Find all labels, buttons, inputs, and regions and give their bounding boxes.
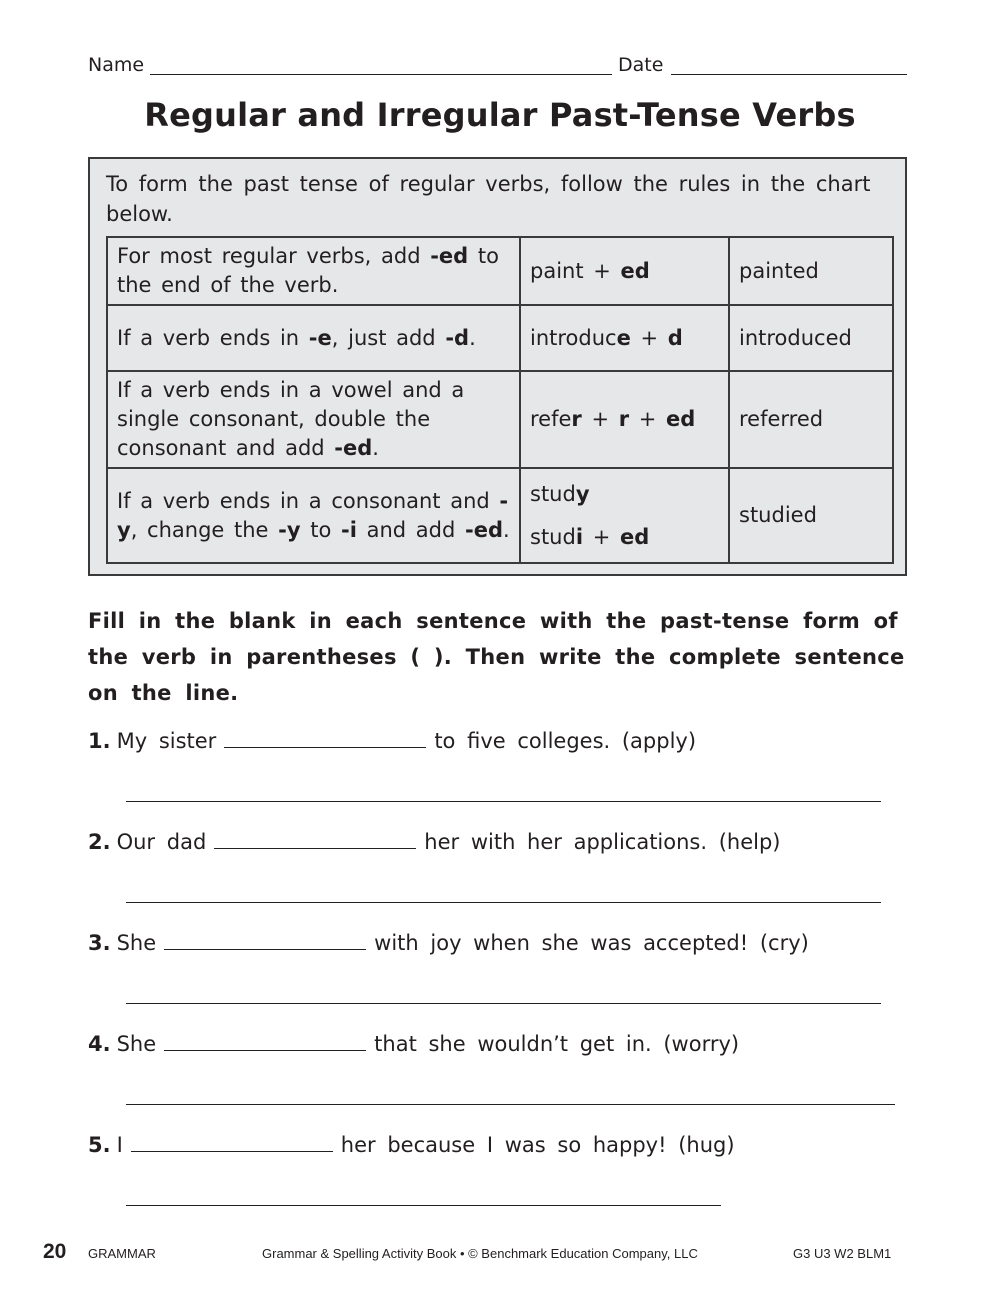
- example-cell: [520, 305, 729, 371]
- name-field[interactable]: [150, 74, 612, 75]
- example-text: d: [667, 325, 683, 350]
- question-1: [88, 729, 696, 753]
- example-cell: [520, 468, 729, 563]
- rule-cell: [107, 468, 520, 563]
- result-cell: referred: [729, 371, 893, 468]
- example-text: y: [575, 481, 590, 506]
- table-row: [107, 305, 893, 371]
- table-row: [107, 237, 893, 305]
- rule-text: -ed: [334, 436, 373, 460]
- rule-text: If a verb ends in a vowel and a single consonant, double the consonant and add: [117, 378, 465, 460]
- rules-table: [106, 236, 894, 564]
- rule-cell: [107, 237, 520, 305]
- example-text: r: [571, 407, 582, 431]
- name-label: Name: [88, 54, 145, 76]
- rule-text: -i: [341, 517, 357, 542]
- result-cell: studied: [729, 468, 893, 563]
- question-2: [88, 830, 781, 854]
- answer-line[interactable]: [126, 1205, 721, 1206]
- example-text: ed: [619, 524, 650, 549]
- rule-text: -d: [445, 325, 470, 350]
- question-text: with joy when she was accepted! (cry): [374, 931, 809, 955]
- question-text: Our dad: [116, 830, 207, 854]
- result-cell: introduced: [729, 305, 893, 371]
- example-text: ed: [620, 258, 650, 283]
- rule-text: -e: [308, 325, 332, 350]
- question-number: 3.: [88, 931, 111, 955]
- footer-code: G3 U3 W2 BLM1: [793, 1246, 892, 1261]
- example-text: introduc: [530, 325, 617, 350]
- example-text: i: [575, 524, 584, 549]
- blank-field[interactable]: [214, 830, 416, 849]
- question-number: 5.: [88, 1133, 111, 1157]
- example-text: stud: [530, 481, 576, 506]
- rule-text: .: [469, 325, 476, 350]
- question-5: [88, 1133, 735, 1157]
- rule-text: For most regular verbs, add: [117, 244, 431, 268]
- rule-text: -ed: [430, 244, 469, 268]
- example-text: stud: [530, 524, 576, 549]
- page-title: Regular and Irregular Past-Tense Verbs: [144, 96, 856, 134]
- example-text: e: [616, 325, 631, 350]
- question-text: that she wouldn’t get in. (worry): [374, 1032, 740, 1056]
- table-row: [107, 371, 893, 468]
- question-number: 1.: [88, 729, 111, 753]
- question-4: [88, 1032, 739, 1056]
- answer-line[interactable]: [126, 902, 881, 903]
- blank-field[interactable]: [164, 1032, 366, 1051]
- example-cell: [520, 371, 729, 468]
- example-text: +: [581, 407, 619, 431]
- question-number: 2.: [88, 830, 111, 854]
- date-field[interactable]: [671, 74, 907, 75]
- rule-text: , just add: [331, 325, 446, 350]
- footer-section: GRAMMAR: [88, 1246, 156, 1261]
- rule-text: , change the: [130, 517, 279, 542]
- rule-text: -y: [117, 488, 509, 542]
- blank-field[interactable]: [164, 931, 366, 950]
- question-number: 4.: [88, 1032, 111, 1056]
- rule-text: If a verb ends in: [117, 325, 309, 350]
- rule-cell: [107, 305, 520, 371]
- rule-cell: [107, 371, 520, 468]
- answer-line[interactable]: [126, 1104, 895, 1105]
- example-cell: [520, 237, 729, 305]
- footer-book: Grammar & Spelling Activity Book • © Benchmark Education Company, LLC: [262, 1246, 698, 1261]
- example-text: refe: [530, 407, 572, 431]
- rule-text: -y: [278, 517, 301, 542]
- example-text: paint +: [530, 258, 621, 283]
- rules-box: [88, 157, 907, 576]
- question-text: her with her applications. (help): [424, 830, 781, 854]
- question-3: [88, 931, 809, 955]
- example-text: +: [629, 407, 667, 431]
- question-text: her because I was so happy! (hug): [340, 1133, 735, 1157]
- example-text: +: [583, 524, 620, 549]
- question-text: She: [116, 1032, 157, 1056]
- rule-text: .: [503, 517, 510, 542]
- result-cell: painted: [729, 237, 893, 305]
- rule-text: .: [372, 436, 379, 460]
- blank-field[interactable]: [131, 1133, 333, 1152]
- rule-text: -ed: [465, 517, 503, 542]
- question-text: She: [116, 931, 157, 955]
- rule-text: If a verb ends in a consonant and: [117, 488, 500, 513]
- example-text: ed: [666, 407, 696, 431]
- blank-field[interactable]: [224, 729, 426, 748]
- page-number: 20: [43, 1240, 67, 1263]
- question-text: My sister: [116, 729, 217, 753]
- rule-text: to the end of the verb.: [117, 244, 499, 297]
- question-text: I: [116, 1133, 123, 1157]
- answer-line[interactable]: [126, 1003, 881, 1004]
- rule-text: and add: [356, 517, 465, 542]
- rule-text: to: [300, 517, 341, 542]
- date-label: Date: [618, 54, 664, 76]
- table-row: [107, 468, 893, 563]
- instructions: Fill in the blank in each sentence with the past-tense form of the verb in parentheses ( ). Then write the complete sentence on the line.: [88, 609, 905, 705]
- question-text: to five colleges. (apply): [434, 729, 697, 753]
- example-text: +: [630, 325, 668, 350]
- rules-intro: To form the past tense of regular verbs, follow the rules in the chart below.: [106, 172, 871, 226]
- answer-line[interactable]: [126, 801, 881, 802]
- example-text: r: [618, 407, 630, 431]
